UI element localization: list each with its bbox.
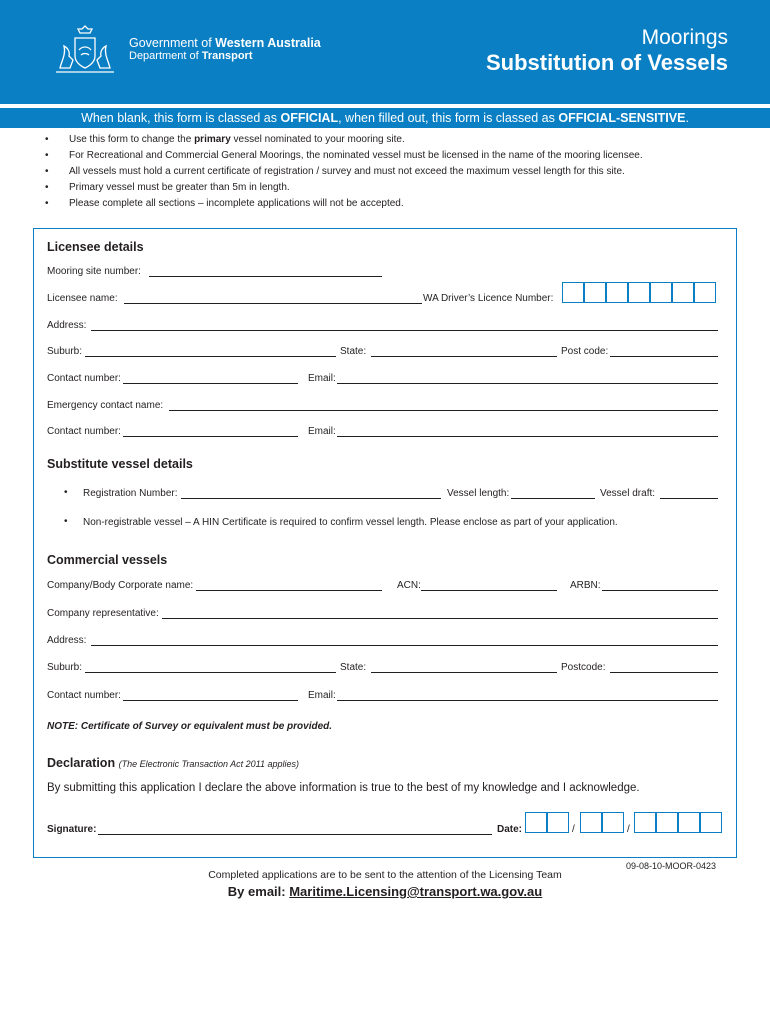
email-field[interactable] <box>337 383 718 384</box>
licensee-name-label: Licensee name: <box>47 293 118 304</box>
instruction-item: • Please complete all sections – incomplete applications will not be accepted. <box>45 197 643 213</box>
licence-digit-box[interactable] <box>584 282 606 303</box>
contact-number-label: Contact number: <box>47 373 121 384</box>
commercial-section-title: Commercial vessels <box>47 553 168 567</box>
header-band <box>0 0 770 104</box>
signature-field[interactable] <box>98 834 492 835</box>
company-representative-label: Company representative: <box>47 608 159 619</box>
signature-label: Signature: <box>47 824 97 835</box>
form-reference-code: 09-08-10-MOOR-0423 <box>626 861 717 871</box>
postcode-field[interactable] <box>610 356 718 357</box>
commercial-address-label: Address: <box>47 635 87 646</box>
emergency-email-field[interactable] <box>337 436 718 437</box>
vessel-section-title: Substitute vessel details <box>47 457 193 471</box>
declaration-act: (The Electronic Transaction Act 2011 applies) <box>118 759 299 769</box>
date-separator: / <box>572 824 575 835</box>
licence-digit-box[interactable] <box>650 282 672 303</box>
company-name-field[interactable] <box>196 590 382 591</box>
licence-digit-box[interactable] <box>562 282 584 303</box>
date-year-box[interactable] <box>634 812 656 833</box>
commercial-email-field[interactable] <box>337 700 718 701</box>
emergency-contact-number-label: Contact number: <box>47 426 121 437</box>
wa-coat-of-arms-icon <box>50 24 120 78</box>
commercial-postcode-field[interactable] <box>610 672 718 673</box>
licensee-section-title: Licensee details <box>47 240 144 254</box>
company-name-label: Company/Body Corporate name: <box>47 580 194 591</box>
submission-email <box>0 884 770 899</box>
mooring-site-label: Mooring site number: <box>47 266 141 277</box>
licence-digit-box[interactable] <box>606 282 628 303</box>
commercial-state-label: State: <box>340 662 367 673</box>
emergency-email-label: Email: <box>308 426 336 437</box>
postcode-label: Post code: <box>561 346 609 357</box>
non-registrable-note: Non-registrable vessel – A HIN Certificate is required to confirm vessel length. Please enclose as part of your application. <box>83 517 618 528</box>
declaration-heading: Declaration <box>47 756 116 770</box>
instruction-item: • Primary vessel must be greater than 5m in length. <box>45 181 643 197</box>
licence-digit-box[interactable] <box>672 282 694 303</box>
acn-field[interactable] <box>421 590 557 591</box>
vessel-draft-field[interactable] <box>660 498 718 499</box>
bullet-dot: • <box>64 487 68 498</box>
declaration-text: By submitting this application I declare the above information is true to the best of my knowledge and I acknowledge. <box>47 782 640 794</box>
instruction-item: • All vessels must hold a current certificate of registration / survey and must not exceed the maximum vessel length for this site. <box>45 165 643 181</box>
date-label: Date: <box>497 824 523 835</box>
emergency-contact-number-field[interactable] <box>123 436 298 437</box>
date-month-box[interactable] <box>580 812 602 833</box>
vessel-length-label: Vessel length: <box>447 488 510 499</box>
commercial-email-label: Email: <box>308 690 336 701</box>
licence-number-label: WA Driver’s Licence Number: <box>423 293 554 304</box>
emergency-contact-field[interactable] <box>169 410 718 411</box>
commercial-contact-field[interactable] <box>123 700 298 701</box>
classification-banner: When blank, this form is classed as OFFICIAL, when filled out, this form is classed as OFFICIAL-SENSITIVE. <box>0 108 770 128</box>
email-prefix: By email: <box>227 884 290 899</box>
instruction-item: • Use this form to change the primary vessel nominated to your mooring site. <box>45 133 643 149</box>
contact-number-field[interactable] <box>123 383 298 384</box>
commercial-suburb-field[interactable] <box>85 672 336 673</box>
page-title: Substitution of Vessels <box>485 50 728 75</box>
instruction-item: • For Recreational and Commercial General Moorings, the nominated vessel must be licensed in the name of the mooring licensee. <box>45 149 643 165</box>
email-link[interactable]: Maritime.Licensing@transport.wa.gov.au <box>289 884 543 899</box>
licence-digit-box[interactable] <box>628 282 650 303</box>
state-field[interactable] <box>371 356 557 357</box>
date-year-box[interactable] <box>678 812 700 833</box>
suburb-label: Suburb: <box>47 346 83 357</box>
arbn-field[interactable] <box>602 590 718 591</box>
state-label: State: <box>340 346 367 357</box>
survey-note: NOTE: Certificate of Survey or equivalent must be provided. <box>47 721 333 732</box>
form-category: Moorings <box>641 26 728 49</box>
licensee-name-field[interactable] <box>124 303 422 304</box>
address-field[interactable] <box>91 330 718 331</box>
declaration-title <box>47 756 299 770</box>
date-separator: / <box>627 824 630 835</box>
date-day-box[interactable] <box>547 812 569 833</box>
emergency-contact-label: Emergency contact name: <box>47 400 164 411</box>
registration-number-field[interactable] <box>181 498 441 499</box>
instructions-list <box>45 133 643 213</box>
arbn-label: ARBN: <box>570 580 601 591</box>
commercial-state-field[interactable] <box>371 672 557 673</box>
commercial-contact-label: Contact number: <box>47 690 121 701</box>
date-day-box[interactable] <box>525 812 547 833</box>
registration-number-label: Registration Number: <box>83 488 178 499</box>
commercial-address-field[interactable] <box>91 645 718 646</box>
commercial-suburb-label: Suburb: <box>47 662 83 673</box>
acn-label: ACN: <box>397 580 421 591</box>
date-year-box[interactable] <box>700 812 722 833</box>
department-name: Department of Transport <box>129 50 253 62</box>
send-instructions: Completed applications are to be sent to the attention of the Licensing Team <box>208 869 562 881</box>
commercial-postcode-label: Postcode: <box>561 662 606 673</box>
company-representative-field[interactable] <box>162 618 718 619</box>
vessel-draft-label: Vessel draft: <box>600 488 656 499</box>
vessel-length-field[interactable] <box>511 498 595 499</box>
date-year-box[interactable] <box>656 812 678 833</box>
bullet-dot: • <box>64 516 68 527</box>
email-label: Email: <box>308 373 336 384</box>
government-name: Government of Western Australia <box>129 36 321 50</box>
date-month-box[interactable] <box>602 812 624 833</box>
address-label: Address: <box>47 320 87 331</box>
licence-digit-box[interactable] <box>694 282 716 303</box>
mooring-site-field[interactable] <box>149 276 382 277</box>
suburb-field[interactable] <box>85 356 336 357</box>
